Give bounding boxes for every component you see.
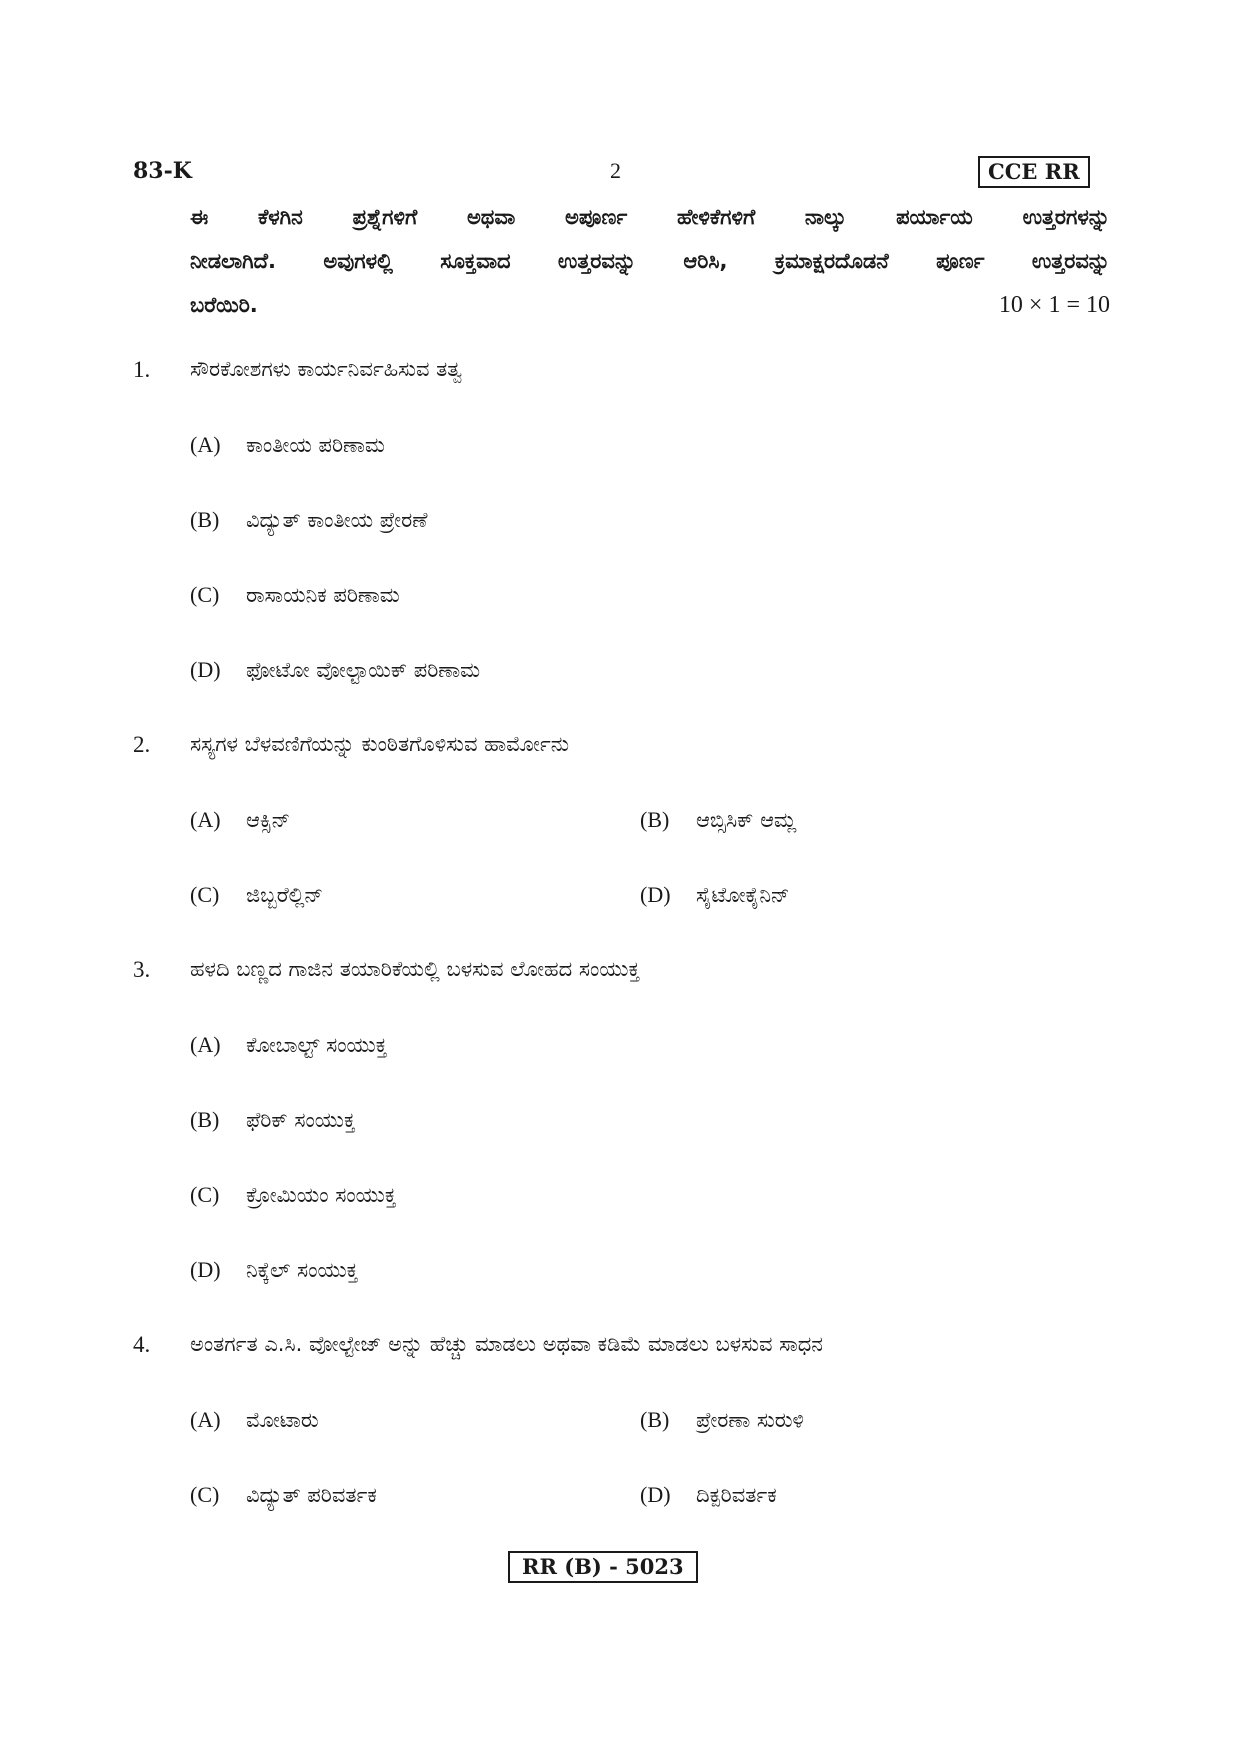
option	[190, 1182, 396, 1208]
option-letter: (C)	[190, 1182, 220, 1207]
marks-allocation: 10 × 1 = 10	[998, 292, 1110, 318]
option-text: ಮೋಟಾರು	[246, 1408, 319, 1432]
option-letter: (D)	[640, 882, 671, 907]
option-letter: (C)	[190, 1482, 220, 1507]
option	[190, 507, 427, 533]
option	[190, 882, 323, 908]
footer-code-box: RR (B) - 5023	[508, 1551, 698, 1583]
option-letter: (C)	[190, 882, 220, 907]
option-text: ವಿದ್ಯುತ್ ಪರಿವರ್ತಕ	[246, 1483, 377, 1507]
option	[640, 882, 790, 908]
option-text: ಸೈಟೋಕೈನಿನ್	[696, 883, 790, 907]
option-letter: (D)	[190, 657, 221, 682]
option-letter: (A)	[190, 1032, 221, 1057]
question-number: 3.	[133, 957, 151, 982]
option-text: ಫೋಟೋ ವೋಲ್ಟಾಯಿಕ್ ಪರಿಣಾಮ	[246, 658, 481, 682]
option-text: ಜಿಬ್ಬರೆಲ್ಲಿನ್	[246, 883, 324, 907]
option-text: ಆಕ್ಸಿನ್	[246, 808, 291, 832]
option-text: ಕೋಬಾಲ್ಟ್ ಸಂಯುಕ್ತ	[246, 1033, 387, 1057]
option-letter: (B)	[640, 1407, 670, 1432]
option	[190, 1257, 358, 1283]
option-letter: (C)	[190, 582, 220, 607]
option-letter: (B)	[190, 1107, 220, 1132]
option	[190, 1407, 319, 1433]
option	[190, 1482, 377, 1508]
instructions	[190, 195, 1110, 327]
option-letter: (D)	[640, 1482, 671, 1507]
option-text: ರಾಸಾಯನಿಕ ಪರಿಣಾಮ	[246, 583, 400, 607]
option	[190, 1107, 355, 1133]
option-letter: (A)	[190, 807, 221, 832]
option	[190, 807, 290, 833]
option	[190, 1032, 387, 1058]
page-number: 2	[610, 158, 621, 183]
option-letter: (A)	[190, 432, 221, 457]
option-letter: (A)	[190, 1407, 221, 1432]
option	[190, 582, 400, 608]
series-box: CCE RR	[978, 156, 1090, 188]
question-text: ಅಂತರ್ಗತ ಎ.ಸಿ. ವೋಲ್ಟೇಜ್ ಅನ್ನು ಹೆಚ್ಚು ಮಾಡಲು ಅಥವಾ ಕಡಿಮೆ ಮಾಡಲು ಬಳಸುವ ಸಾಧನ	[190, 1332, 823, 1356]
option	[640, 1407, 804, 1433]
instruction-line-2: ನೀಡಲಾಗಿದೆ. ಅವುಗಳಲ್ಲಿ ಸೂಕ್ತವಾದ ಉತ್ತರವನ್ನು ಆರಿಸಿ, ಕ್ರಮಾಕ್ಷರದೊಡನೆ ಪೂರ್ಣ ಉತ್ತರವನ್ನು	[190, 249, 1110, 273]
question-text: ಸಸ್ಯಗಳ ಬೆಳವಣಿಗೆಯನ್ನು ಕುಂಠಿತಗೊಳಿಸುವ ಹಾರ್ಮೋನು	[190, 732, 570, 756]
question-number: 1.	[133, 357, 151, 382]
option-text: ಕಾಂತೀಯ ಪರಿಣಾಮ	[246, 433, 385, 457]
option-text: ಪ್ರೇರಣಾ ಸುರುಳಿ	[696, 1408, 804, 1432]
option-letter: (B)	[640, 807, 670, 832]
instruction-line-3-row	[190, 283, 1110, 327]
paper-code: 83-K	[133, 158, 192, 184]
option-text: ವಿದ್ಯುತ್ ಕಾಂತೀಯ ಪ್ರೇರಣೆ	[246, 508, 428, 532]
option-text: ಕ್ರೋಮಿಯಂ ಸಂಯುಕ್ತ	[246, 1183, 397, 1207]
option-text: ದಿಕ್ಪರಿವರ್ತಕ	[696, 1483, 777, 1507]
option	[640, 1482, 777, 1508]
option-text: ಫೆರಿಕ್ ಸಂಯುಕ್ತ	[246, 1108, 356, 1132]
option-text: ನಿಕ್ಕೆಲ್ ಸಂಯುಕ್ತ	[246, 1258, 358, 1282]
option	[190, 657, 480, 683]
question-text: ಸೌರಕೋಶಗಳು ಕಾರ್ಯನಿರ್ವಹಿಸುವ ತತ್ವ	[190, 357, 463, 381]
instruction-line-1: ಈ ಕೆಳಗಿನ ಪ್ರಶ್ನೆಗಳಿಗೆ ಅಥವಾ ಅಪೂರ್ಣ ಹೇಳಿಕೆಗಳಿಗೆ ನಾಲ್ಕು ಪರ್ಯಾಯ ಉತ್ತರಗಳನ್ನು	[190, 205, 1110, 229]
option	[190, 432, 385, 458]
question-text: ಹಳದಿ ಬಣ್ಣದ ಗಾಜಿನ ತಯಾರಿಕೆಯಲ್ಲಿ ಬಳಸುವ ಲೋಹದ ಸಂಯುಕ್ತ	[190, 957, 640, 981]
instruction-line-3: ಬರೆಯಿರಿ.	[190, 293, 258, 317]
option-text: ಆಬ್ಸಿಸಿಕ್ ಆಮ್ಲ	[696, 808, 797, 832]
option-letter: (B)	[190, 507, 220, 532]
question-number: 2.	[133, 732, 151, 757]
option	[640, 807, 796, 833]
question-number: 4.	[133, 1332, 151, 1357]
option-letter: (D)	[190, 1257, 221, 1282]
